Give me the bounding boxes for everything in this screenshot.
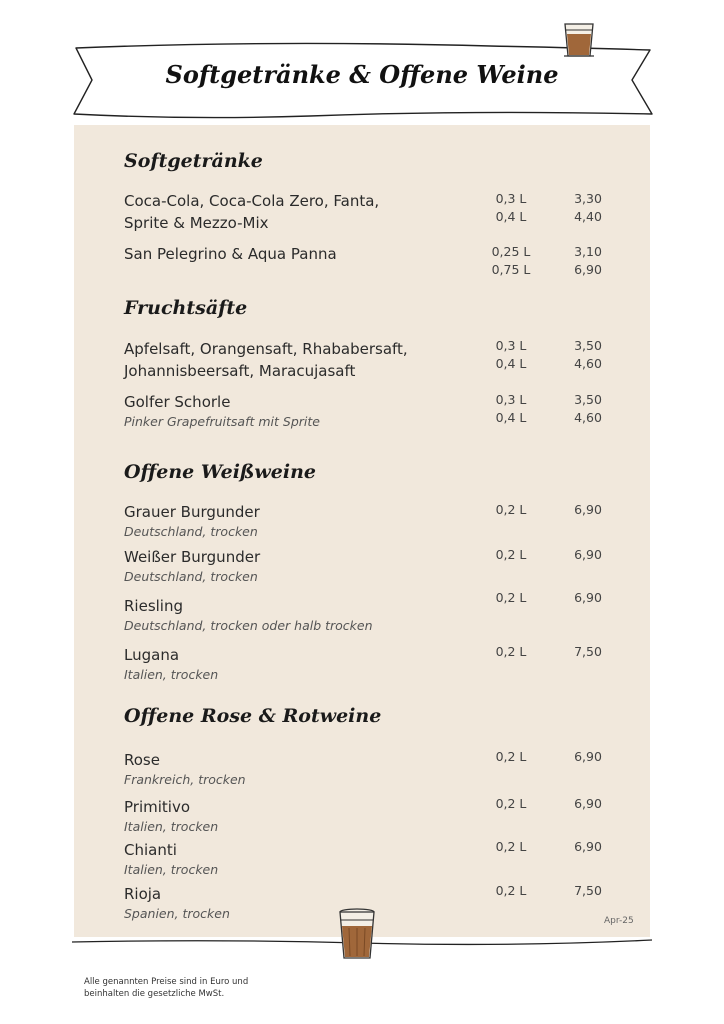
item-name: Rose (124, 751, 160, 769)
item-volume: 0,2 L (495, 749, 527, 764)
item-name: Riesling (124, 597, 183, 615)
section-title-fruit: Fruchtsäfte (124, 297, 248, 319)
section-title-white: Offene Weißweine (124, 461, 316, 483)
item-name: Grauer Burgunder (124, 503, 260, 521)
item-volume: 0,2 L (495, 883, 527, 898)
menu-item (124, 391, 464, 430)
drink-glass-icon (332, 906, 382, 962)
item-price: 6,90 (574, 749, 602, 764)
item-volume: 0,2 L (495, 590, 527, 605)
menu-item (124, 243, 464, 265)
item-name: Sprite & Mezzo-Mix (124, 214, 269, 232)
item-name: Rioja (124, 885, 162, 903)
item-volume: 0,2 L (495, 644, 527, 659)
drink-glass-icon (560, 18, 598, 60)
item-description: Deutschland, trocken (124, 524, 258, 539)
item-description: Deutschland, trocken (124, 569, 258, 584)
menu-item (124, 883, 464, 922)
item-price: 6,90 (574, 839, 602, 854)
item-name: Lugana (124, 646, 180, 664)
item-price: 6,90 (574, 590, 602, 605)
item-volume: 0,2 L (495, 547, 527, 562)
item-price: 6,90 (574, 796, 602, 811)
item-price: 3,10 6,90 (574, 244, 602, 277)
date-tag: Apr-25 (604, 916, 634, 926)
menu-item (124, 644, 464, 683)
menu-item (124, 338, 464, 382)
item-volume: 0,2 L (495, 796, 527, 811)
item-price: 3,30 4,40 (574, 191, 602, 224)
item-volume: 0,3 L 0,4 L (495, 191, 527, 224)
menu-item (124, 190, 464, 234)
item-description: Italien, trocken (124, 667, 219, 682)
item-name: Weißer Burgunder (124, 548, 261, 566)
section-title-red: Offene Rose & Rotweine (124, 705, 382, 727)
item-price: 7,50 (574, 644, 602, 659)
item-name: Coca-Cola, Coca-Cola Zero, Fanta, (124, 192, 380, 210)
item-price: 3,50 4,60 (574, 338, 602, 371)
item-volume: 0,2 L (495, 839, 527, 854)
item-description: Pinker Grapefruitsaft mit Sprite (124, 414, 320, 429)
item-name: Apfelsaft, Orangensaft, Rhababersaft, (124, 340, 408, 358)
item-price: 3,50 4,60 (574, 392, 602, 425)
item-price: 6,90 (574, 547, 602, 562)
footnote: Alle genannten Preise sind in Euro und beinhalten die gesetzliche MwSt. (84, 977, 249, 999)
page-title: Softgetränke & Offene Weine (165, 60, 559, 89)
item-description: Italien, trocken (124, 862, 219, 877)
item-volume: 0,3 L 0,4 L (495, 338, 527, 371)
item-description: Frankreich, trocken (124, 772, 246, 787)
item-description: Italien, trocken (124, 819, 219, 834)
item-price: 7,50 (574, 883, 602, 898)
item-volume: 0,25 L 0,75 L (491, 244, 531, 277)
section-title-soft: Softgetränke (124, 150, 263, 172)
item-name: Chianti (124, 841, 177, 859)
item-name: San Pelegrino & Aqua Panna (124, 245, 337, 263)
menu-item (124, 839, 464, 878)
menu-item (124, 546, 464, 585)
item-price: 6,90 (574, 502, 602, 517)
item-volume: 0,2 L (495, 502, 527, 517)
menu-item (124, 501, 464, 540)
menu-item (124, 749, 464, 788)
item-name: Golfer Schorle (124, 393, 231, 411)
menu-item (124, 595, 464, 634)
item-volume: 0,3 L 0,4 L (495, 392, 527, 425)
item-name: Johannisbeersaft, Maracujasaft (124, 362, 356, 380)
item-description: Spanien, trocken (124, 906, 230, 921)
item-description: Deutschland, trocken oder halb trocken (124, 618, 373, 633)
item-name: Primitivo (124, 798, 190, 816)
menu-item (124, 796, 464, 835)
